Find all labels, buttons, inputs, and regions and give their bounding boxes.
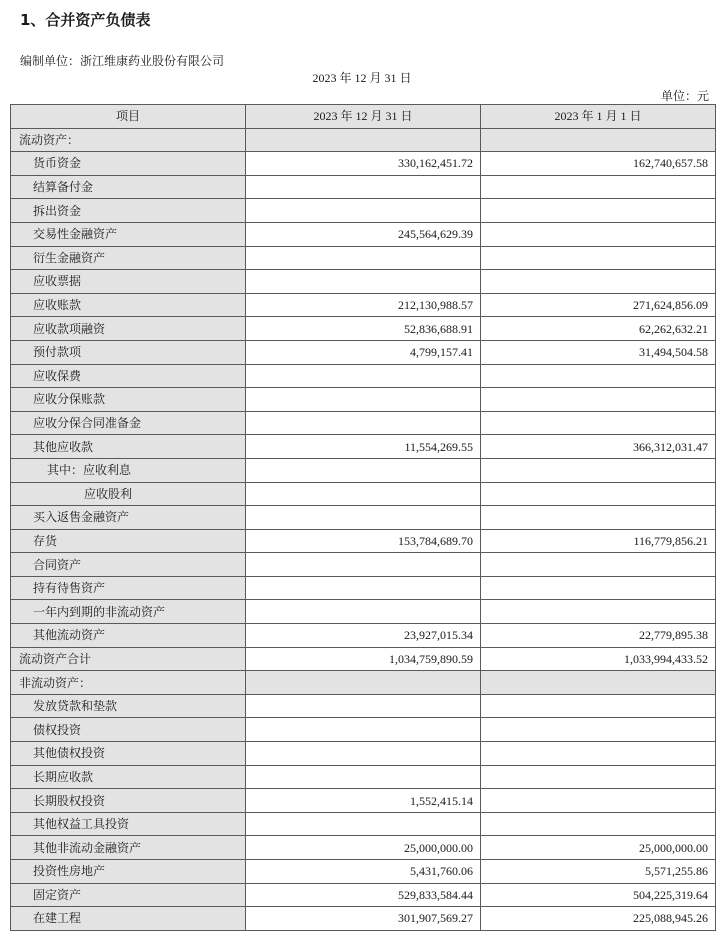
table-row — [11, 671, 716, 695]
period-begin-value: 31,494,504.58 — [481, 340, 716, 364]
table-row — [11, 270, 716, 294]
row-label: 衍生金融资产 — [11, 246, 246, 270]
period-end-value: 529,833,584.44 — [246, 883, 481, 907]
row-label: 存货 — [11, 529, 246, 553]
period-begin-value: 366,312,031.47 — [481, 435, 716, 459]
period-begin-value — [481, 506, 716, 530]
period-begin-value: 5,571,255.86 — [481, 860, 716, 884]
period-end-value: 25,000,000.00 — [246, 836, 481, 860]
row-label: 固定资产 — [11, 883, 246, 907]
table-row — [11, 576, 716, 600]
period-end-value — [246, 718, 481, 742]
period-end-value: 5,431,760.06 — [246, 860, 481, 884]
row-label: 长期应收款 — [11, 765, 246, 789]
row-label: 投资性房地产 — [11, 860, 246, 884]
period-begin-value — [481, 482, 716, 506]
row-label: 应收款项融资 — [11, 317, 246, 341]
period-end-value — [246, 270, 481, 294]
period-end-value — [246, 411, 481, 435]
row-label: 发放贷款和垫款 — [11, 694, 246, 718]
period-begin-value — [481, 199, 716, 223]
period-end-value — [246, 600, 481, 624]
table-row — [11, 128, 716, 152]
reporting-entity: 编制单位：浙江维康药业股份有限公司 — [20, 54, 225, 68]
row-label: 长期股权投资 — [11, 789, 246, 813]
table-row — [11, 411, 716, 435]
period-end-value — [246, 458, 481, 482]
period-end-value — [246, 246, 481, 270]
column-header-period-end: 2023 年 12 月 31 日 — [246, 105, 481, 129]
period-begin-value — [481, 388, 716, 412]
period-begin-value: 1,033,994,433.52 — [481, 647, 716, 671]
period-begin-value: 504,225,319.64 — [481, 883, 716, 907]
table-row — [11, 742, 716, 766]
table-row — [11, 199, 716, 223]
period-end-value — [246, 364, 481, 388]
table-row — [11, 317, 716, 341]
period-end-value — [246, 694, 481, 718]
table-row — [11, 175, 716, 199]
row-label: 买入返售金融资产 — [11, 506, 246, 530]
period-begin-value — [481, 458, 716, 482]
currency-unit: 单位：元 — [660, 89, 709, 103]
row-label: 其他权益工具投资 — [11, 812, 246, 836]
period-begin-value: 225,088,945.26 — [481, 907, 716, 931]
table-row — [11, 624, 716, 648]
period-begin-value — [481, 742, 716, 766]
period-end-value — [246, 765, 481, 789]
row-label: 其他应收款 — [11, 435, 246, 459]
period-begin-value: 162,740,657.58 — [481, 152, 716, 176]
table-row — [11, 694, 716, 718]
statement-heading: 1、合并资产负债表 — [20, 11, 151, 29]
period-begin-value — [481, 718, 716, 742]
row-label: 在建工程 — [11, 907, 246, 931]
table-row — [11, 907, 716, 931]
period-end-value — [246, 175, 481, 199]
balance-sheet-table — [10, 104, 716, 931]
row-label: 流动资产合计 — [11, 647, 246, 671]
row-label: 非流动资产： — [11, 671, 246, 695]
table-header-row — [11, 105, 716, 129]
row-label: 结算备付金 — [11, 175, 246, 199]
table-row — [11, 647, 716, 671]
row-label: 应收票据 — [11, 270, 246, 294]
row-label: 流动资产： — [11, 128, 246, 152]
period-begin-value: 116,779,856.21 — [481, 529, 716, 553]
period-end-value: 1,034,759,890.59 — [246, 647, 481, 671]
period-begin-value — [481, 553, 716, 577]
table-row — [11, 529, 716, 553]
column-header-item: 项目 — [11, 105, 246, 129]
period-end-value: 4,799,157.41 — [246, 340, 481, 364]
table-row — [11, 340, 716, 364]
table-row — [11, 293, 716, 317]
period-begin-value: 22,779,895.38 — [481, 624, 716, 648]
row-label: 债权投资 — [11, 718, 246, 742]
period-end-value: 212,130,988.57 — [246, 293, 481, 317]
table-row — [11, 860, 716, 884]
period-end-value — [246, 482, 481, 506]
period-begin-value — [481, 789, 716, 813]
period-begin-value — [481, 694, 716, 718]
period-end-value: 23,927,015.34 — [246, 624, 481, 648]
table-row — [11, 482, 716, 506]
table-row — [11, 388, 716, 412]
row-label: 持有待售资产 — [11, 576, 246, 600]
row-label: 应收分保账款 — [11, 388, 246, 412]
period-end-value: 11,554,269.55 — [246, 435, 481, 459]
period-begin-value — [481, 246, 716, 270]
row-label: 其他债权投资 — [11, 742, 246, 766]
period-end-value: 301,907,569.27 — [246, 907, 481, 931]
period-begin-value — [481, 765, 716, 789]
period-begin-value — [481, 411, 716, 435]
period-begin-value: 271,624,856.09 — [481, 293, 716, 317]
table-row — [11, 718, 716, 742]
period-begin-value — [481, 576, 716, 600]
row-label: 其他非流动金融资产 — [11, 836, 246, 860]
period-end-value: 52,836,688.91 — [246, 317, 481, 341]
column-header-period-begin: 2023 年 1 月 1 日 — [481, 105, 716, 129]
report-date: 2023 年 12 月 31 日 — [312, 71, 412, 85]
table-row — [11, 553, 716, 577]
table-row — [11, 152, 716, 176]
table-row — [11, 812, 716, 836]
table-row — [11, 222, 716, 246]
period-end-value: 245,564,629.39 — [246, 222, 481, 246]
period-begin-value — [481, 270, 716, 294]
row-label: 合同资产 — [11, 553, 246, 577]
period-end-value — [246, 576, 481, 600]
period-begin-value: 62,262,632.21 — [481, 317, 716, 341]
period-begin-value — [481, 128, 716, 152]
row-label: 应收保费 — [11, 364, 246, 388]
period-end-value: 1,552,415.14 — [246, 789, 481, 813]
row-label: 其中：应收利息 — [11, 458, 246, 482]
period-end-value: 153,784,689.70 — [246, 529, 481, 553]
period-end-value — [246, 199, 481, 223]
period-begin-value: 25,000,000.00 — [481, 836, 716, 860]
row-label: 应收账款 — [11, 293, 246, 317]
period-end-value — [246, 128, 481, 152]
period-begin-value — [481, 364, 716, 388]
row-label: 应收股利 — [11, 482, 246, 506]
row-label: 一年内到期的非流动资产 — [11, 600, 246, 624]
period-end-value: 330,162,451.72 — [246, 152, 481, 176]
period-end-value — [246, 671, 481, 695]
period-begin-value — [481, 671, 716, 695]
row-label: 货币资金 — [11, 152, 246, 176]
row-label: 其他流动资产 — [11, 624, 246, 648]
row-label: 应收分保合同准备金 — [11, 411, 246, 435]
table-row — [11, 600, 716, 624]
table-body — [11, 128, 716, 930]
row-label: 拆出资金 — [11, 199, 246, 223]
period-begin-value — [481, 600, 716, 624]
table-row — [11, 789, 716, 813]
period-end-value — [246, 812, 481, 836]
table-row — [11, 883, 716, 907]
period-begin-value — [481, 222, 716, 246]
row-label: 预付款项 — [11, 340, 246, 364]
table-row — [11, 765, 716, 789]
table-row — [11, 364, 716, 388]
table-row — [11, 458, 716, 482]
period-end-value — [246, 388, 481, 412]
table-row — [11, 836, 716, 860]
period-end-value — [246, 506, 481, 530]
period-end-value — [246, 553, 481, 577]
table-row — [11, 506, 716, 530]
table-row — [11, 246, 716, 270]
table-row — [11, 435, 716, 459]
period-begin-value — [481, 812, 716, 836]
period-end-value — [246, 742, 481, 766]
period-begin-value — [481, 175, 716, 199]
row-label: 交易性金融资产 — [11, 222, 246, 246]
